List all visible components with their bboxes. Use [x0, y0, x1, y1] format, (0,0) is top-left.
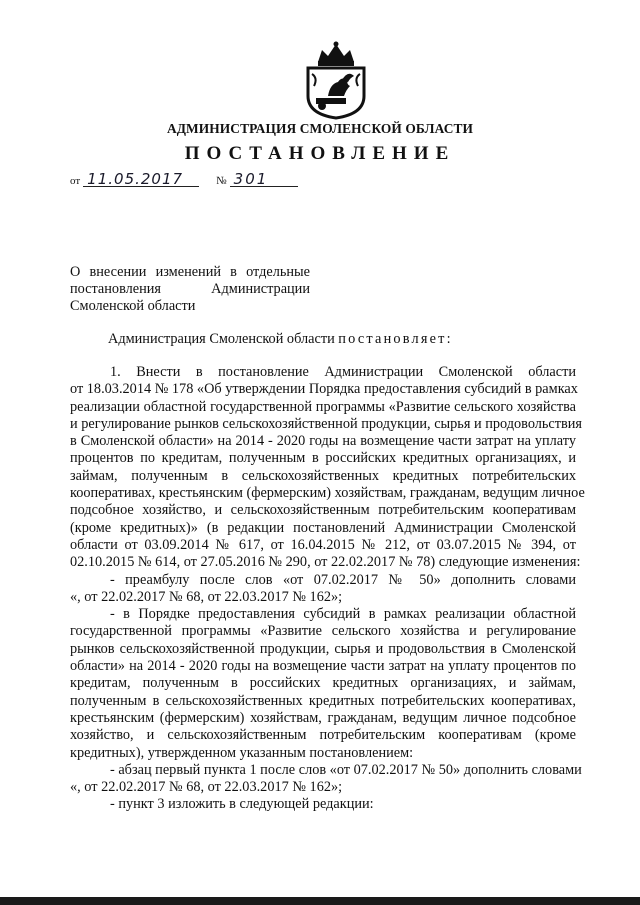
body-line: кредитам, полученным в российских кредитных организациях, и займам, [70, 675, 576, 692]
body-line: - преамбулу после слов «от 07.02.2017 № 50» дополнить словами [110, 571, 576, 588]
subject-block [70, 264, 310, 315]
number-value: 301 [230, 172, 298, 187]
body-line: области» на 2014 - 2020 годы на возмещение части затрат на уплату процентов по [70, 658, 576, 675]
body-text [70, 364, 585, 814]
body-line: рынков сельскохозяйственной продукции, сырья и продовольствия в Смоленской [70, 640, 576, 657]
body-line: области от 03.09.2014 № 617, от 16.04.2015 № 212, от 03.07.2015 № 394, от [70, 536, 576, 553]
body-line: «, от 22.02.2017 № 68, от 22.03.2017 № 162»; [70, 588, 343, 605]
subject-line: О внесении изменений в отдельные [70, 264, 310, 280]
body-line: подсобное хозяйство, и сельскохозяйственным потребительским кооперативам [70, 502, 576, 519]
body-line: «, от 22.02.2017 № 68, от 22.03.2017 № 162»; [70, 779, 343, 796]
body-line: государственной программы «Развитие сельского хозяйства и регулирование [70, 623, 576, 640]
date-prefix: от [70, 175, 81, 187]
date-number-row [70, 172, 298, 188]
body-line: хозяйство, и сельскохозяйственным потребительским кооперативам (кроме [70, 727, 576, 744]
body-line: 02.10.2015 № 614, от 27.05.2016 № 290, от 22.02.2017 № 78) следующие изменения: [70, 554, 581, 571]
date-value: 11.05.2017 [83, 172, 199, 187]
body-line: - в Порядке предоставления субсидий в рамках реализации областной [110, 606, 576, 623]
scan-bottom-edge [0, 897, 640, 905]
document-type-title: ПОСТАНОВЛЕНИЕ [184, 143, 456, 164]
body-line: - абзац первый пункта 1 после слов «от 07.02.2017 № 50» дополнить словами [110, 761, 582, 778]
organization-title: АДМИНИСТРАЦИЯ СМОЛЕНСКОЙ ОБЛАСТИ [166, 121, 474, 136]
body-line: - пункт 3 изложить в следующей редакции: [110, 796, 374, 813]
body-line: (кроме кредитных)» (в редакции постановлений Администрации Смоленской [70, 519, 576, 536]
intro-text: Администрация Смоленской области [108, 331, 339, 347]
body-line: полученным в сельскохозяйственных кредитных потребительских кооперативах, [70, 692, 576, 709]
body-line: 1. Внести в постановление Администрации Смоленской области [110, 364, 576, 380]
body-line: реализации областной государственной программы «Развитие сельского хозяйства [70, 398, 576, 415]
intro-spaced-verb: постановляет: [338, 331, 453, 347]
body-line: займам, полученным в сельскохозяйственных кредитных потребительских [70, 467, 576, 484]
body-line: от 18.03.2014 № 178 «Об утверждении Порядка предоставления субсидий в рамках [70, 381, 578, 398]
body-line: кредитных), утвержденном указанным постановлением: [70, 744, 414, 761]
subject-line: постановления Администрации [70, 281, 310, 297]
intro-paragraph [108, 331, 453, 348]
body-line: в Смоленской области» на 2014 - 2020 годы на возмещение части затрат на уплату [70, 433, 576, 450]
subject-line: Смоленской области [70, 298, 196, 314]
coat-of-arms-emblem [298, 40, 374, 120]
body-line: и регулирование рынков сельскохозяйственной продукции, сырья и продовольствия [70, 415, 582, 432]
body-line: процентов по кредитам, полученным в российских кредитных организациях, и [70, 450, 576, 467]
number-prefix: № [216, 175, 227, 187]
body-line: крестьянским (фермерским) хозяйствам, гражданам, ведущим личное подсобное [70, 709, 576, 726]
body-line: кооперативах, крестьянским (фермерским) хозяйствам, гражданам, ведущим личное [70, 485, 585, 502]
